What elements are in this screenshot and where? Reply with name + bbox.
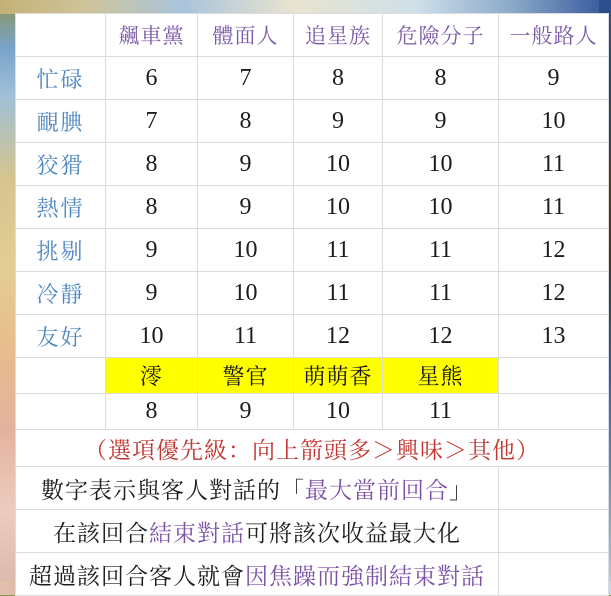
note-line [16,510,499,553]
value-cell: 12 [499,272,609,315]
value-cell: 11 [499,143,609,186]
special-value-cell: 8 [106,394,198,430]
value-cell: 10 [499,100,609,143]
value-cell: 7 [106,100,198,143]
column-header: 飆車黨 [106,14,198,57]
table-row [16,57,609,100]
column-header: 危險分子 [383,14,499,57]
value-cell: 11 [499,186,609,229]
priority-note-row [16,430,609,467]
value-cell: 11 [383,229,499,272]
value-cell: 10 [198,272,294,315]
empty-cell [499,358,609,394]
note-line [16,553,499,596]
value-cell: 13 [499,315,609,358]
empty-cell [499,467,609,510]
special-value-cell: 9 [198,394,294,430]
value-cell: 11 [294,229,383,272]
special-name-cell: 澪 [106,358,198,394]
note-row [16,510,609,553]
value-cell: 11 [383,272,499,315]
value-cell: 12 [499,229,609,272]
special-values-row [16,394,609,430]
corner-cell [16,14,106,57]
note-text: 在該回合 [53,520,149,546]
note-line [16,467,499,510]
value-cell: 9 [294,100,383,143]
value-cell: 11 [294,272,383,315]
empty-cell [499,553,609,596]
value-cell: 10 [198,229,294,272]
empty-cell [16,358,106,394]
table-header-row [16,14,609,57]
table-row [16,143,609,186]
value-cell: 7 [198,57,294,100]
empty-cell [16,394,106,430]
special-names-row [16,358,609,394]
note-row [16,467,609,510]
value-cell: 9 [106,229,198,272]
value-cell: 10 [294,143,383,186]
value-cell: 9 [499,57,609,100]
row-label: 忙碌 [16,57,106,100]
note-accent-text: 結束對話 [149,520,245,546]
value-cell: 11 [198,315,294,358]
row-label: 熱情 [16,186,106,229]
value-cell: 8 [383,57,499,100]
customer-rounds-table [15,13,609,596]
note-text: 」 [449,477,473,503]
value-cell: 10 [383,186,499,229]
special-value-cell: 10 [294,394,383,430]
row-label: 友好 [16,315,106,358]
special-name-cell: 萌萌香 [294,358,383,394]
column-header: 一般路人 [499,14,609,57]
value-cell: 12 [383,315,499,358]
value-cell: 9 [198,186,294,229]
value-cell: 10 [383,143,499,186]
empty-cell [499,394,609,430]
table-row [16,229,609,272]
value-cell: 9 [106,272,198,315]
note-row [16,553,609,596]
priority-note: （選項優先級：向上箭頭多＞興味＞其他） [16,430,609,467]
table-row [16,315,609,358]
row-label: 狡猾 [16,143,106,186]
column-header: 體面人 [198,14,294,57]
row-label: 挑剔 [16,229,106,272]
table-row [16,100,609,143]
row-label: 靦腆 [16,100,106,143]
value-cell: 9 [198,143,294,186]
value-cell: 8 [198,100,294,143]
column-header: 追星族 [294,14,383,57]
table-row [16,186,609,229]
table-row [16,272,609,315]
background-photo-top [0,0,611,14]
row-label: 冷靜 [16,272,106,315]
note-text: 數字表示與客人對話的「 [41,477,305,503]
value-cell: 6 [106,57,198,100]
special-value-cell: 11 [383,394,499,430]
special-name-cell: 警官 [198,358,294,394]
empty-cell [499,510,609,553]
value-cell: 8 [106,143,198,186]
value-cell: 9 [383,100,499,143]
note-accent-text: 最大當前回合 [305,477,449,503]
value-cell: 10 [106,315,198,358]
note-accent-text: 因焦躁而強制結束對話 [245,563,485,589]
value-cell: 8 [294,57,383,100]
value-cell: 8 [106,186,198,229]
value-cell: 10 [294,186,383,229]
special-name-cell: 星熊 [383,358,499,394]
value-cell: 12 [294,315,383,358]
note-text: 可將該次收益最大化 [245,520,461,546]
note-text: 超過該回合客人就會 [29,563,245,589]
